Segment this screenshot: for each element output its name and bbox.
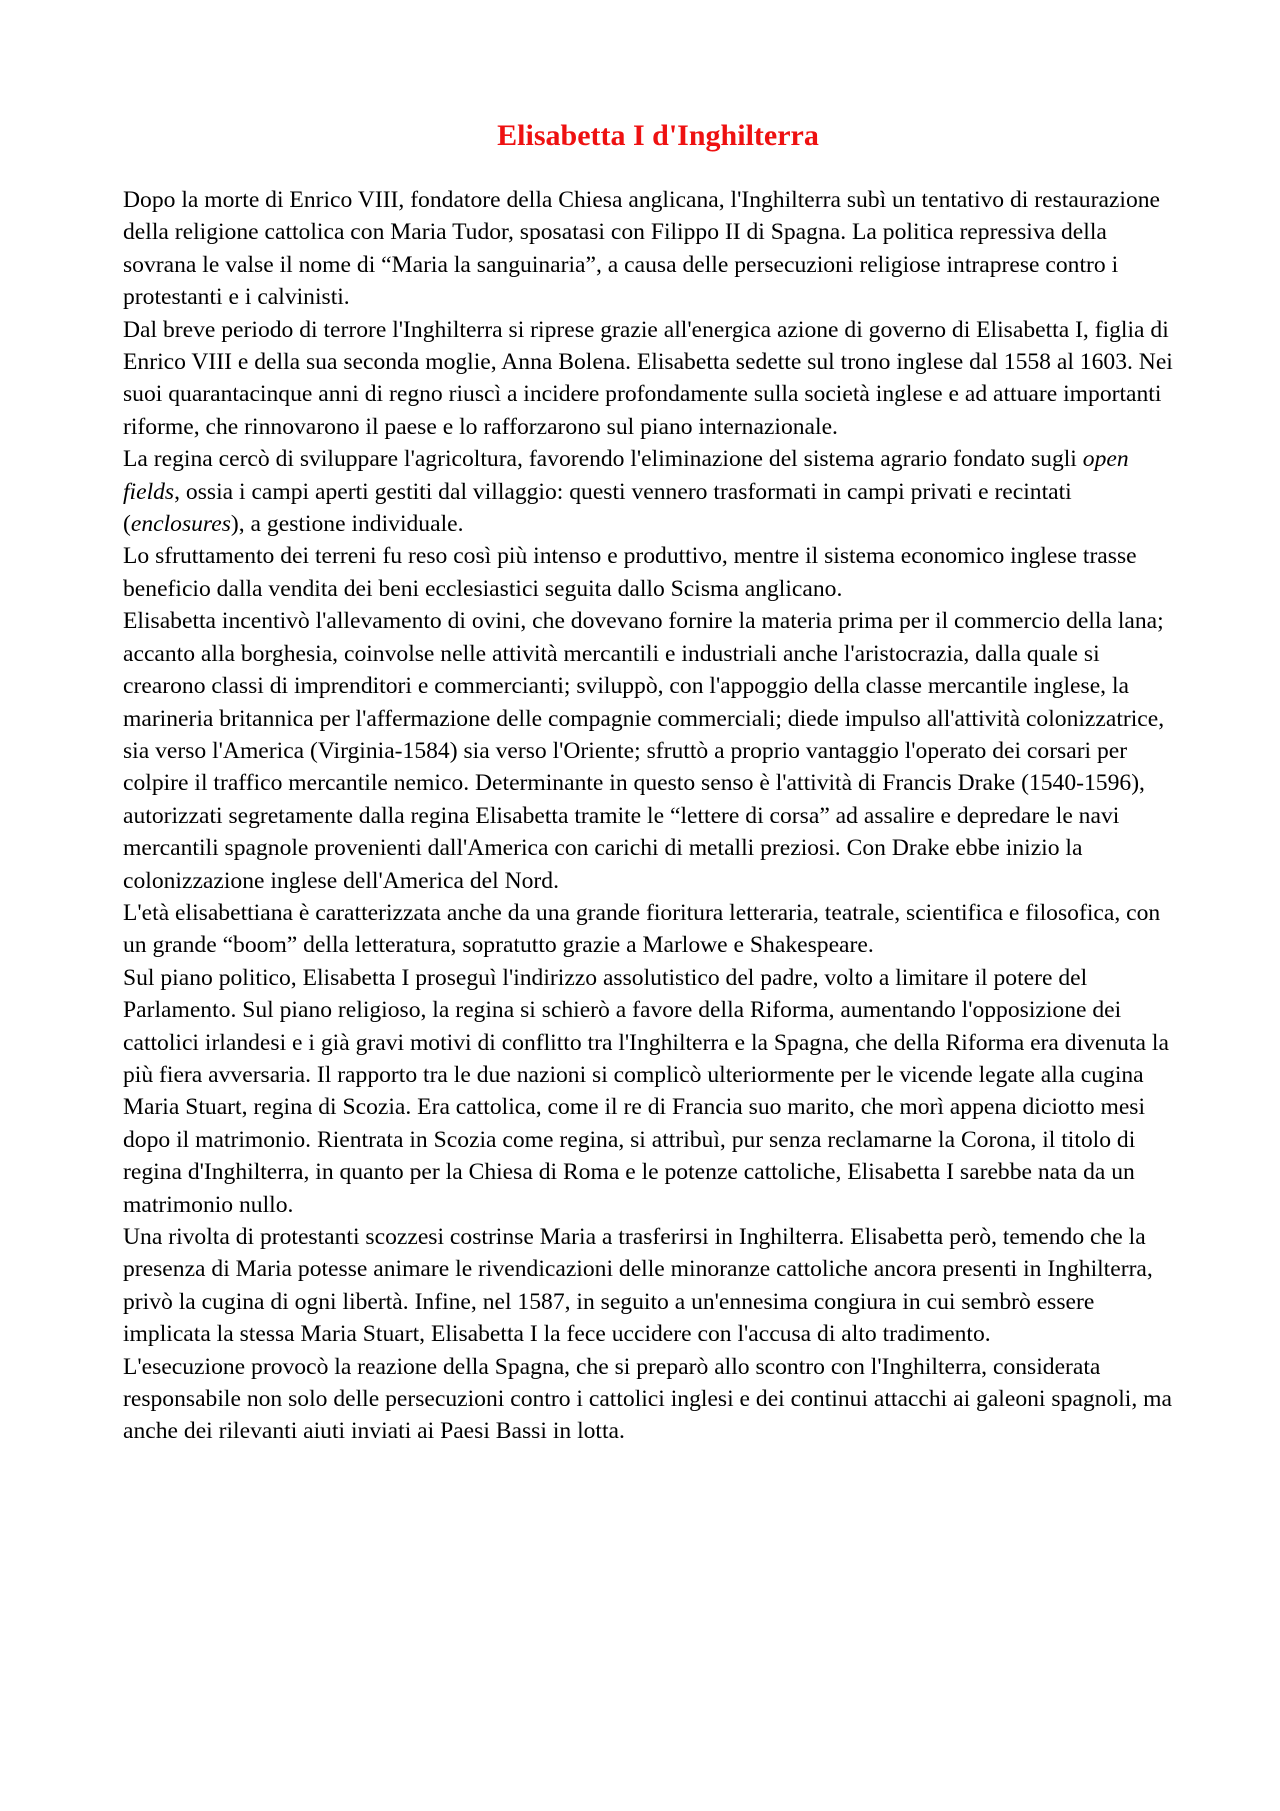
body-paragraph (123, 962, 1173, 1221)
paragraph-text: L'esecuzione provocò la reazione della Spagna, che si preparò allo scontro con l'Inghilterra, considerata responsabile non solo delle persecuzioni contro i cattolici inglesi e dei continui attacchi ai galeoni spagnoli, ma anche dei rilevanti aiuti inviati ai Paesi Bassi in lotta. (123, 1353, 1172, 1445)
body-paragraph (123, 540, 1173, 605)
body-paragraph (123, 184, 1173, 314)
paragraph-text: La regina cercò di sviluppare l'agricoltura, favorendo l'eliminazione del sistema agrario fondato sugli (123, 446, 1083, 473)
body-paragraph (123, 314, 1173, 444)
body-paragraph (123, 897, 1173, 962)
paragraph-text: ), a gestione individuale. (230, 511, 464, 538)
paragraph-text: L'età elisabettiana è caratterizzata anche da una grande fioritura letteraria, teatrale, scientifica e filosofica, con un grande “boom” della letteratura, sopratutto grazie a Marlowe e Shakespeare. (123, 899, 1161, 959)
body-paragraph (123, 1221, 1173, 1351)
document-title: Elisabetta I d'Inghilterra (497, 119, 819, 152)
paragraph-text: Elisabetta incentivò l'allevamento di ovini, che dovevano fornire la materia prima per il commercio della lana; accanto alla borghesia, coinvolse nelle attività mercantili e industriali anche l'aristocrazia, dalla quale si crearono classi di imprenditori e commercianti; sviluppò, con l'appoggio della classe mercantile inglese, la marineria britannica per l'affermazione delle compagnie commerciali; diede impulso all'attività colonizzatrice, sia verso l'America (Virginia-1584) sia verso l'Oriente; sfruttò a proprio vantaggio l'operato dei corsari per colpire il traffico mercantile nemico. Determinante in questo senso è l'attività di Francis Drake (1540-1596), autorizzati segretamente dalla regina Elisabetta tramite le “lettere di corsa” ad assalire e depredare le navi mercantili spagnole provenienti dall'America con carichi di metalli preziosi. Con Drake ebbe inizio la colonizzazione inglese dell'America del Nord. (123, 608, 1165, 894)
body-paragraph (123, 605, 1173, 897)
paragraph-text: Sul piano politico, Elisabetta I proseguì l'indirizzo assolutistico del padre, volto a limitare il potere del Parlamento. Sul piano religioso, la regina si schierò a favore della Riforma, aumentando l'opposizione dei cattolici irlandesi e i già gravi motivi di conflitto tra l'Inghilterra e la Spagna, che della Riforma era divenuta la più fiera avversaria. Il rapporto tra le due nazioni si complicò ulteriormente per le vicende legate alla cugina Maria Stuart, regina di Scozia. Era cattolica, come il re di Francia suo marito, che morì appena diciotto mesi dopo il matrimonio. Rientrata in Scozia come regina, si attribuì, pur senza reclamarne la Corona, il titolo di regina d'Inghilterra, in quanto per la Chiesa di Roma e le potenze cattoliche, Elisabetta I sarebbe nata da un matrimonio nullo. (123, 964, 1169, 1218)
italic-term: open fields (123, 446, 1129, 505)
italic-term: enclosures (130, 511, 231, 538)
document-body (123, 184, 1173, 1448)
body-paragraph (123, 1351, 1173, 1448)
body-paragraph (123, 443, 1173, 540)
paragraph-text: Lo sfruttamento dei terreni fu reso così più intenso e produttivo, mentre il sistema economico inglese trasse beneficio dalla vendita dei beni ecclesiastici seguita dallo Scisma anglicano. (123, 543, 1137, 602)
paragraph-text: Una rivolta di protestanti scozzesi costrinse Maria a trasferirsi in Inghilterra. Elisabetta però, temendo che la presenza di Maria potesse animare le rivendicazioni delle minoranze cattoliche ancora presenti in Inghilterra, privò la cugina di ogni libertà. Infine, nel 1587, in seguito a un'ennesima congiura in cui sembrò essere implicata la stessa Maria Stuart, Elisabetta I la fece uccidere con l'accusa di alto tradimento. (123, 1224, 1153, 1348)
paragraph-text: Dopo la morte di Enrico VIII, fondatore della Chiesa anglicana, l'Inghilterra subì un tentativo di restaurazione della religione cattolica con Maria Tudor, sposatasi con Filippo II di Spagna. La politica repressiva della sovrana le valse il nome di “Maria la sanguinaria”, a causa delle persecuzioni religiose intraprese contro i protestanti e i calvinisti. (123, 187, 1161, 311)
paragraph-text: Dal breve periodo di terrore l'Inghilterra si riprese grazie all'energica azione di governo di Elisabetta I, figlia di Enrico VIII e della sua seconda moglie, Anna Bolena. Elisabetta sedette sul trono inglese dal 1558 al 1603. Nei suoi quarantacinque anni di regno riuscì a incidere profondamente sulla società inglese e ad attuare importanti riforme, che rinnovarono il paese e lo rafforzarono sul piano internazionale. (123, 316, 1173, 440)
paragraph-text: , ossia i campi aperti gestiti dal villaggio: questi vennero trasformati in campi privati e recintati ( (123, 478, 1072, 538)
document-page (123, 118, 1173, 1448)
